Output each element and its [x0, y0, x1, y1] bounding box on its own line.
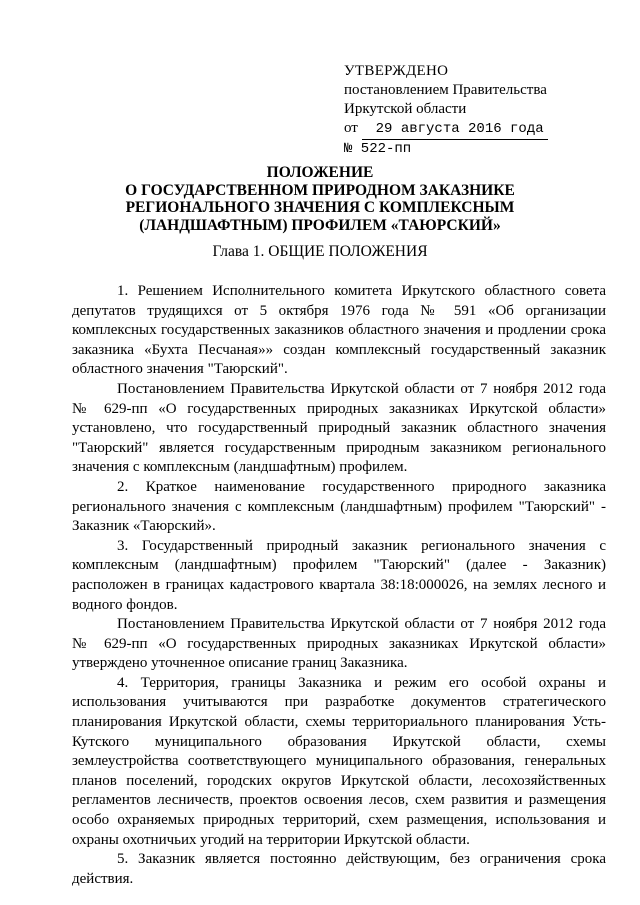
- approval-date-value: 29 августа 2016 года: [362, 120, 548, 140]
- approval-heading: УТВЕРЖДЕНО: [344, 63, 449, 79]
- approval-date-prefix: от: [344, 120, 358, 136]
- chapter-heading: Глава 1. ОБЩИЕ ПОЛОЖЕНИЯ: [212, 243, 428, 260]
- paragraph-7: 5. Заказник является постоянно действующим, без ограничения срока действия.: [72, 851, 606, 887]
- approval-line-1: постановлением Правительства: [344, 82, 547, 98]
- document-title: [0, 164, 640, 234]
- title-line-2: О ГОСУДАРСТВЕННОМ ПРИРОДНОМ ЗАКАЗНИКЕ: [125, 181, 515, 199]
- paragraph-4: 3. Государственный природный заказник регионального значения с комплексным (ландшафтным) профилем "Таюрский" (далее - Заказник) расположен в границах кадастрового квартала 38:18:000026, на землях лесного и водного фондов.: [72, 537, 606, 613]
- title-line-3: РЕГИОНАЛЬНОГО ЗНАЧЕНИЯ С КОМПЛЕКСНЫМ: [125, 199, 515, 216]
- approval-date-row: [344, 119, 634, 140]
- approval-block: [344, 62, 634, 159]
- approval-number: № 522-пп: [344, 141, 412, 157]
- paragraph-3: 2. Краткое наименование государственного природного заказника регионального значения с комплексным (ландшафтным) профилем "Таюрский" - Заказник «Таюрский».: [72, 478, 606, 535]
- paragraph-2: Постановлением Правительства Иркутской области от 7 ноября 2012 года № 629-пп «О государственных природных заказниках Иркутской области» установлено, что государственный природный заказник областного значения "Таюрский" является государственным природным заказником регионального значения с комплексным (ландшафтным) профилем.: [72, 380, 606, 476]
- title-line-1: ПОЛОЖЕНИЕ: [266, 164, 374, 181]
- paragraph-5: Постановлением Правительства Иркутской области от 7 ноября 2012 года № 629-пп «О государственных природных заказниках Иркутской области» утверждено уточненное описание границ Заказника.: [72, 616, 606, 672]
- paragraph-1: 1. Решением Исполнительного комитета Иркутского областного совета депутатов трудящихся от 5 октября 1976 года № 591 «Об организации комплексных государственных заказников областного значения и продлении срока заказника «Бухта Песчаная»» создан комплексный государственный заказник областного значения "Таюрский".: [72, 283, 606, 378]
- paragraph-6: 4. Территория, границы Заказника и режим его особой охраны и использования учитываются при разработке документов стратегического планирования Иркутской области, схемы территориального планирования Усть-Кутского муниципального образования Иркутской области, схемы землеустройства соответствующего муниципального образования, генеральных планов поселений, городских округов Иркутской области, лесохозяйственных регламентов лесничеств, проектов освоения лесов, схем развития и размещения особо охраняемых природных территорий, схем размещения, использования и охраны охотничьих угодий на территории Иркутской области.: [72, 674, 606, 848]
- title-line-4: (ЛАНДШАФТНЫМ) ПРОФИЛЕМ «ТАЮРСКИЙ»: [139, 216, 501, 234]
- approval-line-2: Иркутской области: [344, 101, 467, 117]
- document-body: [72, 282, 606, 889]
